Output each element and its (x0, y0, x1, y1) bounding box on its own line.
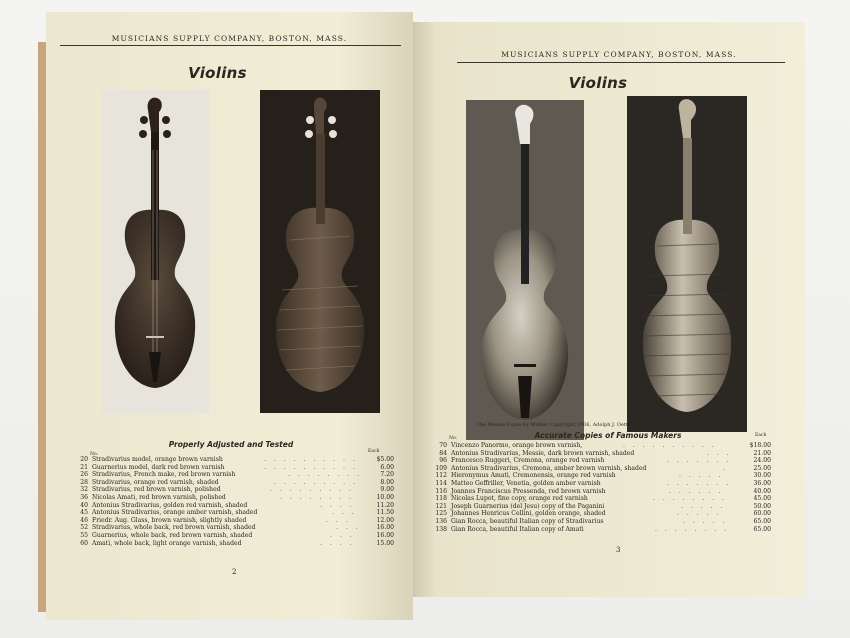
header-rule (60, 45, 401, 46)
price-column-header: Each (368, 449, 380, 454)
list-item: 114 Matteo Geffriller, Venetia, golden amber varnish . . . . . . . 36.00 (435, 479, 771, 487)
list-item: 125 Johannes Henricus Cellini, golden orange, shaded . . . . . 60.00 (435, 510, 771, 518)
list-item: 46 Friedr. Aug. Glass, brown varnish, slightly shaded . . . 12.00 (80, 516, 394, 524)
violin-front-photo (466, 100, 584, 440)
list-item: 84 Antonius Stradivarius, Messie, dark brown varnish, shaded . . . 21.00 (439, 449, 771, 457)
violin-back-photo (627, 96, 747, 432)
violin-front-photo (101, 90, 209, 413)
section-title: Properly Adjusted and Tested (168, 440, 294, 449)
list-item: 138 Gian Rocca, beautiful Italian copy of Amati . . . . . . . . 65.00 (435, 525, 771, 533)
list-item: 26 Stradivarius, French make, red brown varnish . . . . . . . . 7.20 (80, 471, 394, 479)
price-column-header: Each (755, 433, 767, 438)
page-header: MUSICIANS SUPPLY COMPANY, BOSTON, MASS. (501, 50, 737, 59)
page-number: 2 (232, 568, 237, 576)
header-rule (457, 62, 785, 63)
section-title: Accurate Copies of Famous Makers (534, 431, 682, 440)
page-title: Violins (568, 74, 628, 92)
list-item: 28 Stradivarius, orange red varnish, shaded . . . . . . . . . 8.00 (80, 478, 394, 486)
list-item: 96 Francesco Ruggeri, Cremona, orange red varnish . . . . . . . 24.00 (439, 457, 771, 465)
page-header: MUSICIANS SUPPLY COMPANY, BOSTON, MASS. (111, 34, 348, 43)
page-number: 3 (616, 546, 621, 554)
list-item: 45 Antonius Stradivarius, orange amber varnish, shaded . . . 11.50 (80, 509, 394, 517)
list-item: 136 Gian Rocca, beautiful Italian copy of Stradivarius . . . . . 65.00 (435, 517, 771, 525)
list-item: 60 Amati, whole back, light orange varnish, shaded . . . . 15.00 (80, 539, 394, 547)
list-item: 109 Antonius Stradivarius, Cremona, amber brown varnish, shaded . 25.00 (435, 464, 771, 472)
list-item: 40 Antonius Stradivarius, golden red varnish, shaded . . . . 11.20 (80, 501, 394, 509)
list-item: 116 Joannes Franciscus Pressenda, red brown varnish . . . . . . 40.00 (435, 487, 771, 495)
list-item: 36 Nicolas Amati, red brown varnish, polished . . . . . . . . 10.00 (80, 493, 394, 501)
catalog-page-right (413, 22, 805, 597)
list-item: 52 Stradivarius, whole back, red brown varnish, shaded . . . 16.00 (80, 524, 394, 532)
list-item: 21 Guarnerius model, dark red brown varnish . . . . . . . . . . 6.00 (80, 463, 394, 471)
list-item: 70 Vincenzo Panormo, orange brown varnish, . . . . . . . . . . $18.00 (439, 442, 771, 449)
violin-back-photo (260, 90, 380, 413)
price-list (433, 442, 771, 533)
price-list (74, 456, 394, 547)
list-item: 118 Nicolas Lupot, fine copy, orange red varnish . . . . . . . . 45.00 (435, 495, 771, 503)
list-item: 112 Hieronymus Amati, Cremonensis, orange red varnish . . . . . 30.00 (435, 472, 771, 480)
list-item: 20 Stradivarius model, orange brown varnish . . . . . . . . . . $5.00 (80, 456, 394, 463)
number-column-header: No. (449, 436, 457, 441)
number-column-header: No. (90, 452, 98, 457)
list-item: 121 Joseph Guarnerius (del Jesu) copy of the Paganini . . . . . 50.00 (435, 502, 771, 510)
photo-caption: The Messie Copie by Muller. Copyright 1906, Adolph J. Oettinger, by permission of Hermann Muller (476, 423, 730, 428)
list-item: 32 Stradivarius, red brown varnish, polished . . . . . . . . . 9.00 (80, 486, 394, 494)
page-title: Violins (188, 64, 247, 82)
catalog-page-left (46, 12, 413, 620)
list-item: 55 Guarnerius, whole back, red brown varnish, shaded . . . 16.00 (80, 531, 394, 539)
